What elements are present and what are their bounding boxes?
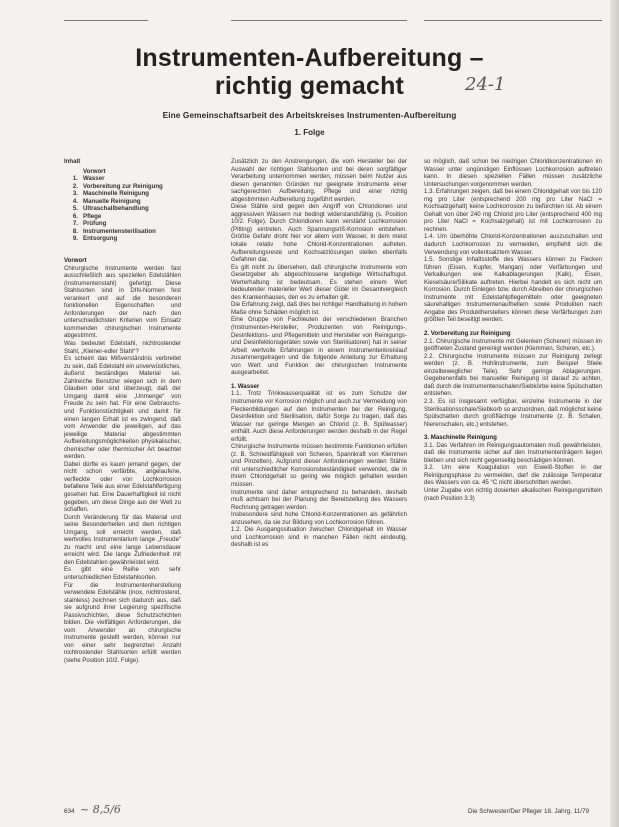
subtitle: Eine Gemeinschaftsarbeit des Arbeitskreises Instrumenten-Aufbereitung [162,110,457,120]
toc-item [64,235,181,243]
paragraph: Für die Instrumentenherstellung verwendete Edelstähle (inox, nichtrostend, stainless) zeichnen sich dadurch aus, daß sie aufgrund ihrer Legierung spezifische Passivschichten, diese Schutzschichten bilden. Die vielfältigen Anforderungen, die vom Anwender an chirurgische Instrumente gestellt werden, können nur von einer sehr begrenzten Anzahl nichtrostender Stahlsorten erfüllt werden (siehe Position 10/2. Folge). [64,581,181,664]
top-rule-right [424,20,602,21]
toc-label: Maschinelle Reinigung [83,190,150,198]
paragraph: 2.2. Chirurgische Instrumente müssen zur Reinigung zerlegt werden (z. B. Hohlinstrumente, zum Beispiel Stiele einzelbeweglicher Teile). Sehr geringe Ablagerungen. Gegebenenfalls bei manueller Reinigung ist darauf zu achten, daß durch die Instrumentenschalen/Siebkörbe keine Spülschatten entstehen. [424,352,602,398]
toc-number: 2. [72,182,78,190]
paragraph: 2.3. Es ist insgesamt verfügbar, einzelne Instrumente in der Sterilisationsschale/Siebkorb so anzuordnen, daß möglichst keine Spülschatten durch großflächige Instrumente (z. B. Schalen, Nierenschalen, etc.) entstehen. [424,397,602,428]
column-1-text [64,257,181,665]
paragraph: Es scheint das Mißverständnis verbreitet zu sein, daß Edelstahl ein unverwüstliches, äußerst beständiges Material sei. Zahlreiche Benutzer wiegen sich in dem Glauben oder sind überzeugt, daß der Umgang damit eine „Unmenge“ von Freude zu sein hat. Für eine Gebrauchs- und Funktionstüchtigkeit und damit für einen langen Erhalt ist es zwingend, daß vom Anwender die jeweiligen, auf das jeweilige Material abgestimmten Aufbereitungsmöglichkeiten physikalischer, chemischer oder thermischer Art beachtet werden. [64,355,181,461]
paragraph: 1.3. Erfahrungen zeigen, daß bei einem Chloridgehalt von bis 120 mg pro Liter (entsprechend 200 mg pro Liter NaCl = Kochsalzgehalt) keine Lochkorrosion zu befürchten ist. Ab einem Gehalt von über 240 mg Chlorid pro Liter (entsprechend 400 mg pro Liter NaCl = Kochsalzgehalt) ist mit Lochkorrosion zu rechnen. [424,188,602,233]
paragraph: Diese Stähle sind gegen den Angriff von Chloridionen und aggressiven Wässern nur bedingt widerstandsfähig (s. Position 10/2. Folge). Durch Chloridionen kann verstärkt Lochkorrosion (Pitting) eintreten. Auch Spannungsriß-Korrosion entstehen. Größte Gefahr droht hier vor allem vom Wasser, in dem meist lokale relativ hohe Chlorid-Konzentrationen aufreten. Aufbereitungsreste und Kochsalzlösungen stellen ebenfalls Gefahren dar. [231,203,407,264]
toc-label: Pflege [83,212,102,220]
section-heading: Vorwort [64,257,87,265]
handwritten-note: 24-1 [465,74,506,95]
paragraph: 3.1. Das Verfahren im Reinigungsautomaten muß gewährleisten, daß die Instrumente sicher auf den Instrumententrägern liegen bleiben und sich nicht gegenseitig beschädigen können. [424,441,602,464]
toc-item [64,198,181,206]
paragraph: Durch Veränderung für das Material und seine Besonderheiten und dem richtigen Umgang, soll erreicht werden, daß wertvolles Instrumentarium lange „Freude“ zu macht und eine lange Lebensdauer erreicht wird. Die lange Zufriedenheit mit den Edelstahlen gewährleistet wird. [64,513,181,566]
section-heading: 1. Wasser [231,382,260,390]
toc-label: Prüfung [83,220,107,228]
toc-item [64,228,181,236]
paragraph: Es gibt eine Reihe von sehr unterschiedlichen Edelstahlsorten. [64,566,181,581]
toc-number: 9. [72,235,78,243]
toc-label: Instrumentensterilisation [83,227,156,235]
toc-label: Vorbereitung zur Reinigung [83,182,163,190]
paragraph: Unter Zugabe von richtig dosierten alkalischen Reinigungsmitteln (nach Position 3.3) [424,486,602,502]
page-edge-shadow [610,0,619,827]
paragraph: Es gilt nicht zu übersehen, daß chirurgische Instrumente vom Gesetzgeber als abgeschlossene langlebige Wirtschaftsgut. Werterhaltung ist bedeutsam. Es stehen einem Wert bedeutender materieller Wert dieser Güter im Gesamtvergleich des Krankenhauses, den es zu erhalten gilt. [231,263,407,301]
toc-list [64,175,181,243]
toc-number: 8. [72,227,78,235]
column-1 [64,158,181,798]
column-3 [424,158,602,798]
part-label: 1. Folge [294,128,325,137]
toc-number: 1. [72,175,78,183]
title-line-2: richtig gemacht [214,72,405,100]
paragraph: so möglich, daß schon bei niedrigen Chloridkonzentrationen im Wasser unter ungünstigen Einflüssen Lochkorrosion auftreten kann. In diesen speziellen Fällen müssen zusätzliche Untersuchungen vorgenommen werden. [424,158,602,188]
toc-number: 3. [72,190,78,198]
paragraph: 1.2. Die Ausgangssituation zwischen Chloridgehalt im Wasser und Lochkorrosion sind in manchen Fällen nicht eindeutig, deshalb ist es [231,526,407,549]
paragraph: Dabei dürfte es kaum jemand gegen, der nicht schon verfärbte, angelaufene, verfleckte oder von Lochkorrosion befallene Teile aus einer Edelstahlfertigung gesehen hat. Eine Dauerhaftigkeit ist nicht gegeben, um diese Dinge aus der Welt zu schaffen. [64,460,181,514]
paragraph: Insbesondere sind hohe Chlorid-Konzentrationen als gefährlich anzusehen, da sie zur Bildung von Lochkorrosion führen. [231,511,407,526]
paragraph: 1.4. Um überhöhte Chlorid-Konzentrationen auszuschalten und dadurch Lochkorrosion zu vermeiden, empfiehlt sich die Verwendung von vollentsalztem Wasser. [424,233,602,256]
paragraph: 1.1. Trotz Trinkwasserqualität ist es zum Schutze der Instrumente vor Korrosion möglich und auch zur Vermeidung von Fleckenbildungen auf den Instrumenten bei der Reinigung, Desinfektion und Sterilisation, dafür Sorge zu tragen, daß das Wasser nur geringe Mengen an Chlorid (z. B. Spülwasser) enthält. Auch diese Anforderungen werden deshalb in der Regel erfüllt. [231,390,407,443]
publication-footer: Die Schwester/Der Pfleger 18. Jahrg. 11/79 [468,808,589,815]
toc-item-foreword: Vorwort [83,167,106,175]
paragraph: Was bedeutet Edelstahl, nichtrostender Stahl, „Kleiner-edler Stahl“? [64,340,181,355]
table-of-contents [64,158,181,243]
top-rule-left [64,20,148,21]
top-rule-middle [231,20,407,21]
toc-item [64,175,181,183]
paragraph: 3.2. Um eine Koagulation von Eiweiß-Stoffen in der Reinigungsphase zu vermeiden, darf die zulässige Temperatur des Wassers von ca. 45 °C nicht überschritten werden. [424,464,602,487]
section-heading: 3. Maschinelle Reinigung [424,434,497,442]
paragraph: 1.5. Sonstige Inhaltsstoffe des Wassers können zu Flecken führen (Eisen, Kupfer, Mangan) oder Verfärbungen und Verkalkungen wie Kalkablagerungen (Kalk), Eisen, Kieselsäure/Silikate auftreten. Hierbei handelt es sich nicht um Korrosion. Durch Einlegen bzw. durch Abreiben der chirurgischen Instrumente mit Edelstahlpflegemitteln oder geeigneten säurehaltigen Instrumentenaufhellern sowie Produkten nach Angabe des Produktherstellers können diese Verfärbungen zum größten Teil beseitigt werden. [424,256,602,324]
page-number: 634 [64,808,75,815]
paragraph: Instrumente sind daher entsprechend zu behandeln, deshalb muß achtsam bei der Planung der Bereitstellung des Wassers Rechnung getragen werden. [231,488,407,511]
toc-number: 6. [72,212,78,220]
toc-item [64,205,181,213]
section-heading: 2. Vorbereitung zur Reinigung [424,330,511,338]
toc-number: 4. [72,197,78,205]
paragraph: Chirurgische Instrumente werden fast ausschließlich aus speziellen Edelstählen (Instrumentenstahl) gefertigt. Diese Stahlsorten sind in DIN-Normen fest verankert und auf die besonderen funktionellen Eigenschaften und Anforderungen der nach den unterschiedlichsten Kriterien vom Einsatz kommenden chirurgischen Instrumente abgestimmt. [64,264,181,340]
title-line-1: Instrumenten-Aufbereitung – [135,44,484,72]
toc-number: 5. [72,205,78,213]
toc-item [64,213,181,221]
toc-label: Ultraschallbehandlung [83,205,149,213]
paragraph: Die Erfahrung zeigt, daß dies bei richtiger Handhabung in hohem Maße ohne Schäden möglich ist. [231,301,407,316]
toc-item [64,190,181,198]
paragraph: Eine Gruppe von Fachleuten der verschiedenen Branchen (Instrumenten-Hersteller, Produzenten von Reinigungs-, Desinfektions- und Pflegemitteln und Hersteller von Reinigungs- und Desinfektionsgeräten sowie von Sterilisatoren) hat in seiner Arbeit wertvolle Erfahrungen in einem Instrumentenkreislauf zusammengetragen und die folgende Anleitung zur Erhaltung von Wert und Funktion der chirurgischen Instrumente ausgearbeitet. [231,316,407,377]
paragraph: 2.1. Chirurgische Instrumente mit Gelenken (Scheren) müssen im geöffneten Zustand gereinigt werden (Klemmen, Scheren, etc.). [424,337,602,353]
toc-number: 7. [72,220,78,228]
handwritten-page-note: ~ 8,5/6 [80,803,121,816]
toc-heading: Inhalt [64,158,81,165]
paragraph: Chirurgische Instrumente müssen bestimmte Funktionen erfüllen (z. B. Schneidfähigkeit von Scheren, Spannkraft von Klemmen und Pinzetten). Aufgrund dieser Anforderungen werden Stähle mit unterschiedlicher Korrosionsbeständigkeit verwendet, die in ihrem Chloridgehalt so gering wie möglich gehalten werden müssen. [231,443,407,488]
toc-item [64,220,181,228]
column-2 [231,158,407,798]
toc-label: Wasser [83,175,105,183]
paragraph: Zusätzlich zu den Anstrengungen, die vom Hersteller bei der Auswahl der richtigen Stahlsorten und bei deren sorgfältiger Verarbeitung unternommen werden, müssen beim Nutzer aus diesen genannten Gründen nur geeignete Instrumente einer sachgerechten Aufbereitung, Pflege und einer richtig abgestimmten Aufbereitung zugeführt werden. [231,158,407,203]
toc-item [64,183,181,191]
toc-label: Entsorgung [83,235,118,243]
toc-label: Manuelle Reinigung [83,197,141,205]
